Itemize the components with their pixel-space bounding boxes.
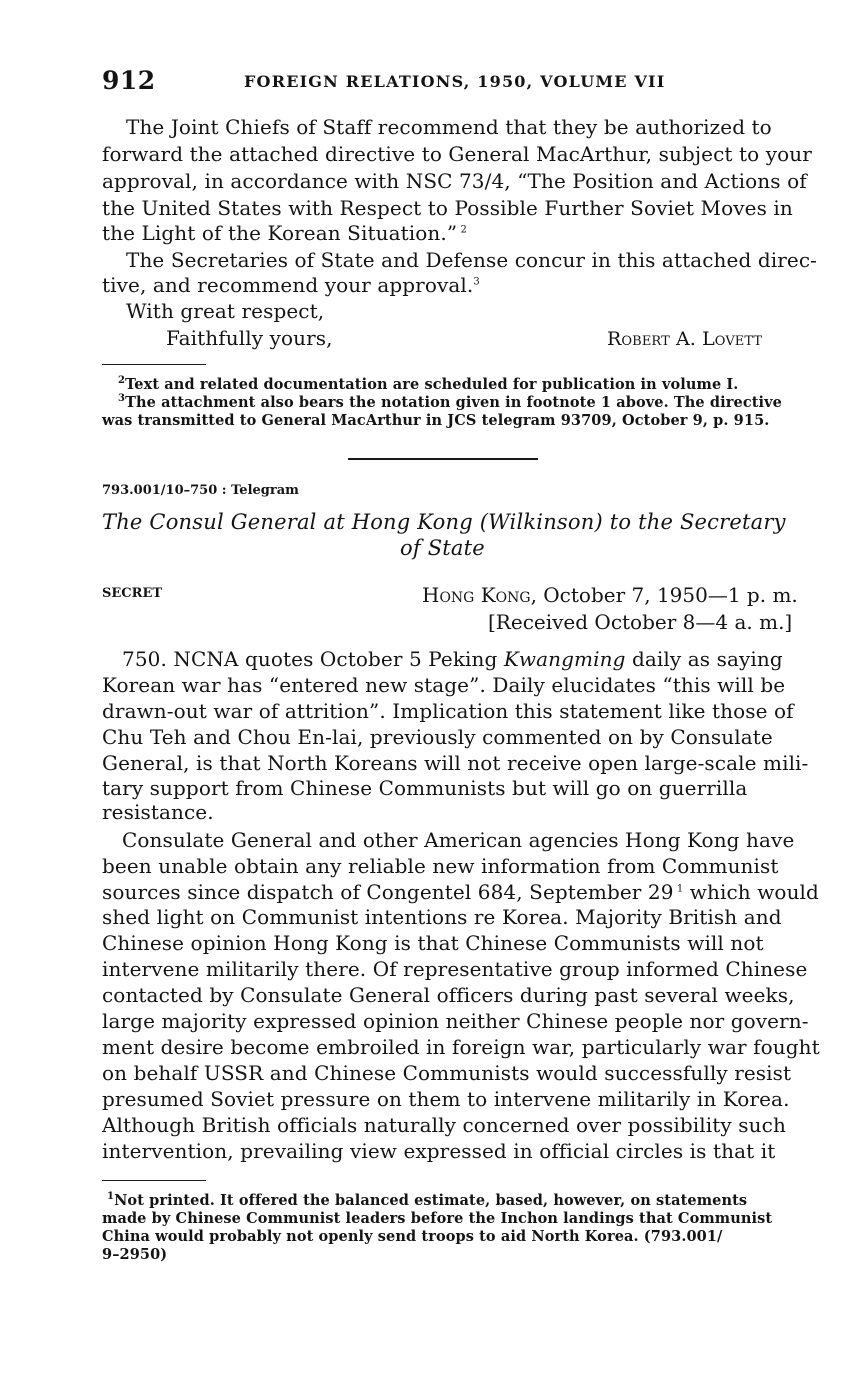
body-line: intervention, prevailing view expressed in official circles is that it (102, 1139, 776, 1163)
dateline-date: , October 7, 1950—1 p. m. (530, 583, 798, 607)
body-line: drawn-out war of attrition”. Implication this statement like those of (102, 699, 794, 723)
footnote-marker: 3 (118, 393, 126, 405)
body-line: contacted by Consulate General officers during past several weeks, (102, 983, 795, 1007)
footnote-2 (118, 376, 738, 393)
letter-line-text: tive, and recommend your approval. (102, 273, 474, 297)
footnote-1-line: 9–2950) (102, 1246, 168, 1263)
body-line: Consulate General and other American agencies Hong Kong have (122, 828, 795, 852)
body-line: Chinese opinion Hong Kong is that Chinese Communists will not (102, 931, 764, 955)
document-title-line2: of State (400, 536, 485, 560)
letter-line: approval, in accordance with NSC 73/4, “The Position and Actions of (102, 169, 807, 193)
body-line: been unable obtain any reliable new information from Communist (102, 854, 779, 878)
dateline-place: Hong Kong (422, 583, 531, 607)
body-line: presumed Soviet pressure on them to intervene militarily in Korea. (102, 1087, 790, 1111)
footnote-ref-2: 2 (460, 224, 467, 236)
body-text: sources since dispatch of Congentel 684, September 29 (102, 880, 674, 904)
letter-line: the United States with Respect to Possible Further Soviet Moves in (102, 196, 793, 220)
footnote-3-continued: was transmitted to General MacArthur in JCS telegram 93709, October 9, p. 915. (102, 412, 770, 429)
letter-signature: Robert A. Lovett (607, 328, 763, 350)
footnote-ref-3: 3 (473, 276, 480, 288)
footnote-text: Text and related documentation are scheduled for publication in volume I. (125, 376, 739, 393)
body-line: on behalf USSR and Chinese Communists would successfully resist (102, 1061, 792, 1085)
body-line: resistance. (102, 800, 214, 824)
page-number: 912 (102, 66, 156, 95)
body-line (122, 647, 783, 671)
dateline (422, 583, 798, 607)
body-line: large majority expressed opinion neither Chinese people nor govern- (102, 1009, 809, 1033)
footnote-3 (118, 394, 782, 411)
body-line: Chu Teh and Chou En-lai, previously commented on by Consulate (102, 725, 773, 749)
body-text: daily as saying (625, 647, 783, 671)
letter-line: The Joint Chiefs of Staff recommend that they be authorized to (126, 115, 772, 139)
body-line: General, is that North Koreans will not receive open large-scale mili- (102, 751, 809, 775)
letter-closing: Faithfully yours, (166, 326, 333, 350)
footnote-1 (107, 1192, 747, 1209)
body-line: shed light on Communist intentions re Korea. Majority British and (102, 905, 782, 929)
body-line: intervene militarily there. Of representative group informed Chinese (102, 957, 808, 981)
body-line: Korean war has “entered new stage”. Daily elucidates “this will be (102, 673, 786, 697)
body-line (102, 880, 819, 904)
body-line: ment desire become embroiled in foreign war, particularly war fought (102, 1035, 820, 1059)
running-title: FOREIGN RELATIONS, 1950, VOLUME VII (244, 72, 666, 91)
footnote-rule (102, 1180, 206, 1181)
body-text: 750. NCNA quotes October 5 Peking (122, 647, 504, 671)
footnote-marker: 2 (118, 375, 126, 387)
letter-line: forward the attached directive to General MacArthur, subject to your (102, 142, 812, 166)
footnote-ref-1: 1 (676, 883, 684, 895)
body-text: which would (683, 880, 819, 904)
document-title-line1: The Consul General at Hong Kong (Wilkinson) to the Secretary (102, 510, 786, 534)
letter-line: The Secretaries of State and Defense concur in this attached direc- (126, 248, 817, 272)
footnote-text: Not printed. It offered the balanced estimate, based, however, on statements (114, 1192, 748, 1209)
body-line: Although British officials naturally concerned over possibility such (102, 1113, 786, 1137)
footnote-1-line: China would probably not openly send troops to aid North Korea. (793.001/ (102, 1228, 723, 1245)
file-reference: 793.001/10–750 : Telegram (102, 483, 299, 498)
classification-label: SECRET (102, 586, 163, 601)
letter-line-text: the Light of the Korean Situation.” (102, 221, 458, 245)
letter-line (102, 273, 480, 297)
footnote-text: The attachment also bears the notation given in footnote 1 above. The directive (125, 394, 783, 411)
footnote-1-line: made by Chinese Communist leaders before the Inchon landings that Communist (102, 1210, 773, 1227)
letter-line: With great respect, (126, 299, 325, 323)
footnote-rule (102, 364, 206, 365)
footnote-marker: 1 (107, 1191, 115, 1203)
letter-line (102, 221, 467, 245)
body-line: tary support from Chinese Communists but will go on guerrilla (102, 776, 748, 800)
received-line: [Received October 8—4 a. m.] (488, 610, 793, 634)
newspaper-name: Kwangming (503, 647, 626, 671)
section-divider (348, 458, 538, 460)
